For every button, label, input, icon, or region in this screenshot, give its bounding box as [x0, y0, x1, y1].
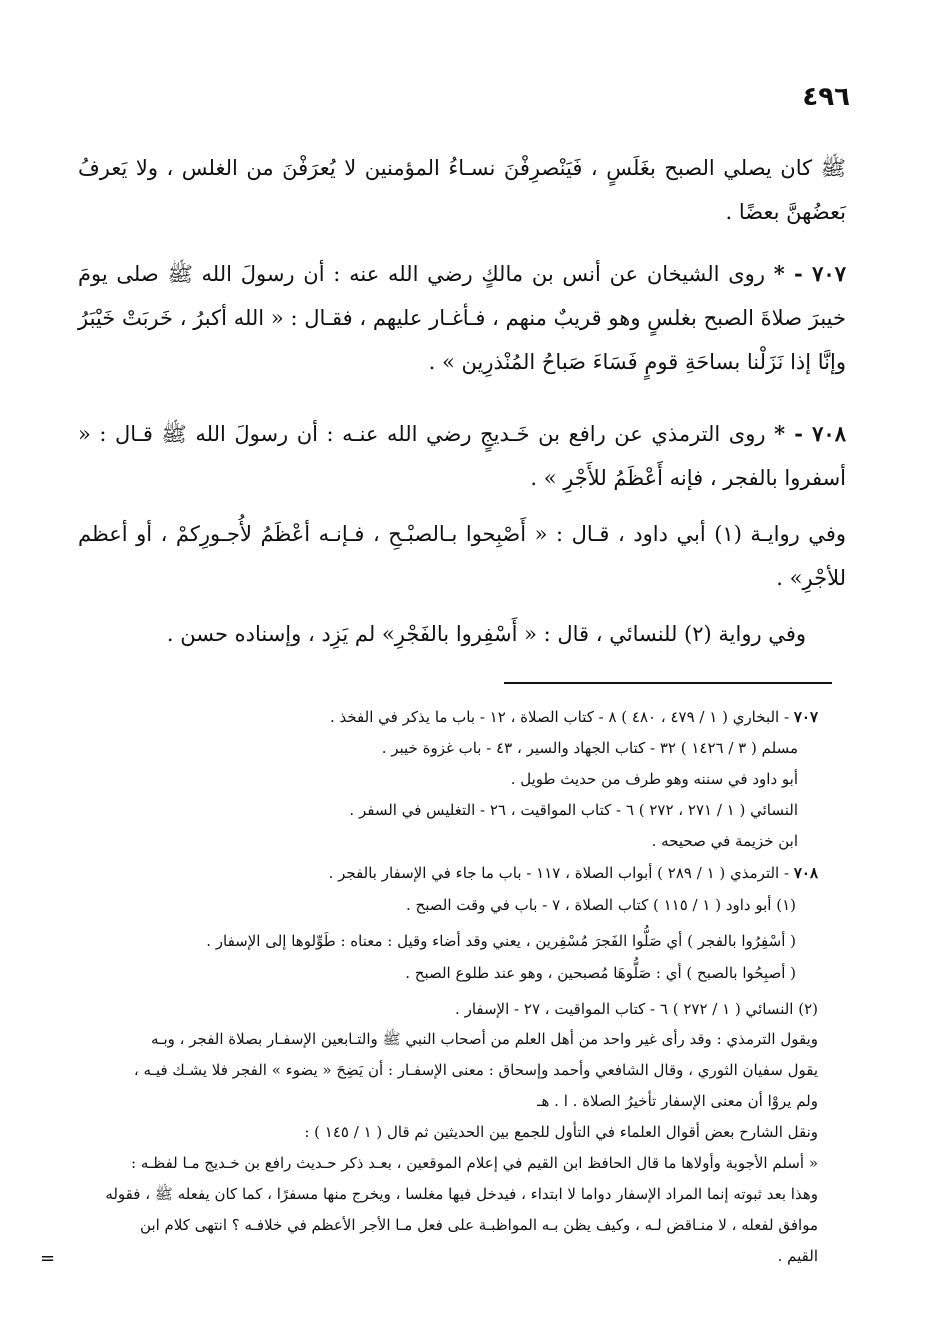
- footnote-708-number: ٧٠٨: [793, 864, 818, 882]
- footnote-707-line-5: ابن خزيمة في صحيحه .: [651, 832, 798, 850]
- gloss-asbihu: ( أصبِحُوا بالصبح ) أي : صَلُّوهَا مُصبحين ، وهو عند طلوع الصبح .: [405, 964, 796, 982]
- footnote-708: [118, 858, 818, 889]
- commentary-line-3: ولم يروْا أن معنى الإسفار تأخيرُ الصلاة . ا . هـ: [537, 1092, 818, 1110]
- hadith-707-text: روى الشيخان عن أنس بن مالكٍ رضي الله عنه : أن رسولَ الله ﷺ صلى يومَ خيبرَ صلاةَ الصبح بغلسٍ وهو قريبٌ منهم ، فـأغـار عليهم ، فقـال : « الله أكبرُ ، خَربَتْ خَيْبَرُ وإنَّا إذا نَزَلْنا بساحَةِ قومٍ فَسَاءَ صَباحُ المُنْذرِين » .: [78, 262, 846, 374]
- commentary-line-8: القيم .: [777, 1247, 818, 1265]
- intro-paragraph: [78, 146, 846, 234]
- commentary-line-2: يقول سفيان الثوري ، وقال الشافعي وأحمد وإسحاق : معنى الإسفـار : أن يَضِحَ « يضوء » الفجر فلا يشـك فيـه ،: [133, 1061, 818, 1079]
- commentary-line-7: موافق لفعله ، لا منـاقض لـه ، وكيف يظن بـه المواظبـة على فعل مـا الأجر الأعظم في خلافـه ؟ انتهى كلام ابن: [140, 1216, 818, 1234]
- intro-text: ﷺ كان يصلي الصبح بغَلَسٍ ، فَيَنْصرِفْنَ نسـاءُ المؤمنين لا يُعرَفْنَ من الغلس ، ولا يَعرفُ بَعضُهنَّ بعضًا .: [78, 156, 846, 224]
- hadith-708: [78, 412, 846, 500]
- commentary-line-6: وهذا بعد ثبوته إنما المراد الإسفار دواما لا ابتداء ، فيدخل فيها مغلسا ، ويخرج منها مسفرًا ، كما كان يفعله ﷺ ، فقوله: [105, 1185, 818, 1203]
- commentary-line-1: ويقول الترمذي : وقد رأى غير واحد من أهل العلم من أصحاب النبي ﷺ والتـابعين الإسفـار بصلاة الفجر ، وبـه: [151, 1030, 818, 1048]
- nasai-text: وفي رواية (٢) للنسائي ، قال : « أَسْفِروا بالفَجْرِ» لم يَزِد ، وإسناده حسن .: [166, 622, 806, 646]
- footnote-707-number: ٧٠٧: [793, 708, 818, 726]
- footnote-707-text: - البخاري ( ١ / ٤٧٩ ، ٤٨٠ ) ٨ - كتاب الصلاة ، ١٢ - باب ما يذكر في الفخذ .: [329, 708, 790, 726]
- abu-dawud-narration: [78, 512, 846, 600]
- hadith-707: [78, 252, 846, 384]
- footnote-708-text: - الترمذي ( ١ / ٢٨٩ ) أبواب الصلاة ، ١١٧ - باب ما جاء في الإسفار بالفجر .: [328, 864, 790, 882]
- hadith-708-text: روى الترمذي عن رافع بن خَـديجٍ رضي الله عنـه : أن رسولَ الله ﷺ قـال : « أسفروا بالفجر ، فإنه أَعْظَمُ للأَجْرِ » .: [78, 422, 846, 490]
- footnote-707-line-4: النسائي ( ١ / ٢٧١ ، ٢٧٢ ) ٦ - كتاب المواقيت ، ٢٦ - التغليس في السفر .: [349, 801, 798, 819]
- footnote-2: (٢) النسائي ( ١ / ٢٧٢ ) ٦ - كتاب المواقيت ، ٢٧ - الإسفار .: [455, 1000, 818, 1018]
- page-number: ٤٩٦: [802, 82, 850, 112]
- footnote-707-line-3: أبو داود في سننه وهو طرف من حديث طويل .: [510, 770, 798, 788]
- hadith-708-number: ٧٠٨ - *: [774, 421, 846, 446]
- gloss-asfiru: ( أسْفِرُوا بالفجر ) أي صَلُّوا الفَجرَ مُسْفِرين ، يعني وقد أضاء وقيل : معناه : طَوِّلوها إلى الإسفار .: [206, 932, 796, 950]
- commentary-line-5: « أسلم الأجوبة وأولاها ما قال الحافظ ابن القيم في إعلام الموقعين ، بعـد ذكر حـديث رافع بن خـديج مـا لفظـه :: [131, 1154, 818, 1172]
- footnote-707-line-2: مسلم ( ٣ / ١٤٢٦ ) ٣٢ - كتاب الجهاد والسير ، ٤٣ - باب غزوة خيبر .: [381, 739, 798, 757]
- hadith-707-number: ٧٠٧ - *: [773, 261, 846, 286]
- nasai-narration: [78, 612, 846, 656]
- footnote-707-line-1: [118, 702, 818, 733]
- abu-dawud-text: وفي روايـة (١) أبي داود ، قـال : « أَصْبِحوا بـالصبْـحِ ، فـإنـه أعْظَمُ لأُجـورِكمْ ، أو أعظم للأجْرِ» .: [78, 522, 846, 590]
- footnote-divider: [504, 682, 832, 684]
- footnote-1: (١) أبو داود ( ١ / ١١٥ ) كتاب الصلاة ، ٧ - باب في وقت الصبح .: [406, 896, 796, 914]
- margin-mark: =: [40, 1248, 56, 1269]
- commentary-line-4: ونقل الشارح بعض أقوال العلماء في التأول للجمع بين الحديثين ثم قال ( ١ / ١٤٥ ) :: [304, 1123, 818, 1141]
